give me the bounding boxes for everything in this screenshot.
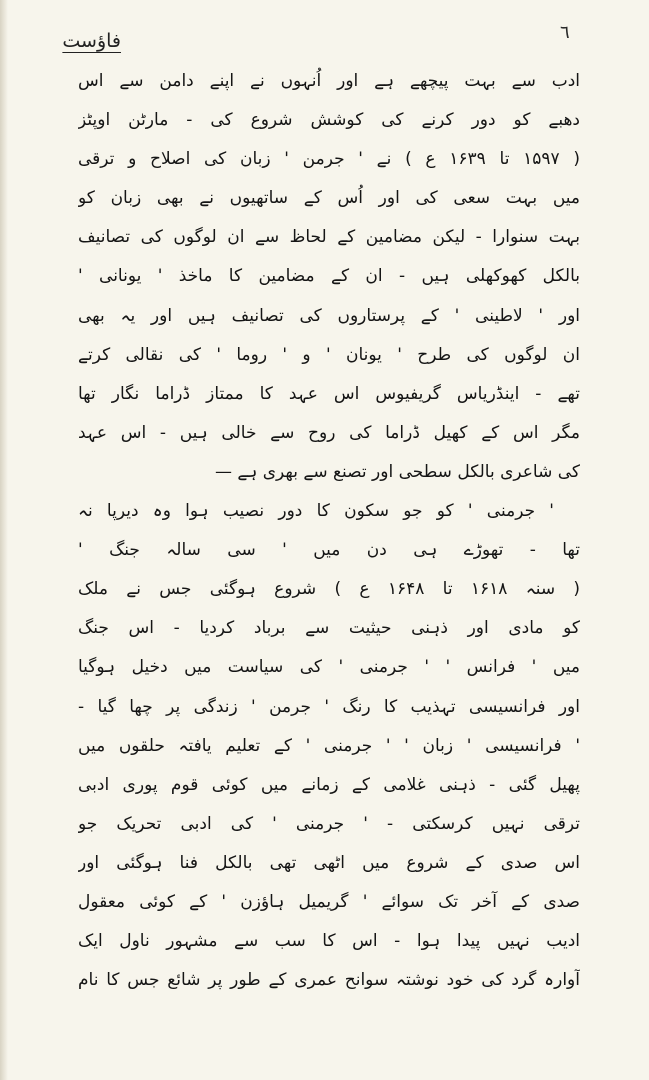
text-line: اور فرانسیسی تہذیب کا رنگ ' جرمن ' زندگی پر چھا گیا - — [78, 696, 580, 717]
text-line: بالکل کھوکھلی ہیں - ان کے مضامین کا ماخذ ' یونانی ' — [78, 266, 580, 287]
text-line: ( ۱۵۹۷ تا ۱۶۳۹ ع ) نے ' جرمن ' زبان کی اصلاح و ترقی — [78, 149, 580, 170]
text-line: صدی کے آخر تک سوائے ' گریمیل ہاؤزن ' کے کوئی معقول — [78, 891, 580, 912]
text-line: میں بہت سعی کی اور اُس کے ساتھیوں نے بھی زبان کو — [78, 188, 580, 209]
page-header — [0, 22, 649, 62]
text-line: مگر اس کے کھیل ڈراما کی روح سے خالی ہیں - اس عہد — [78, 422, 580, 443]
text-line: دھبے کو دور کرنے کی کوشش شروع کی - مارٹن اوپٹز — [78, 110, 580, 131]
text-line: کو مادی اور ذہنی حیثیت سے برباد کردیا - اس جنگ — [78, 618, 580, 639]
text-line: ادب سے بہت پیچھے ہے اور اُنہوں نے اپنے دامن سے اس — [78, 71, 580, 91]
text-line: آوارہ گرد کی خود نوشتہ سوانح عمری کے طور پر شائع جس کا نام — [78, 970, 580, 991]
text-line: اس صدی کے شروع میں اٹھی تھی بالکل فنا ہوگئی اور — [78, 852, 580, 873]
body-text — [78, 62, 580, 1000]
text-line: میں ' فرانس ' ' جرمنی ' کی سیاست میں دخیل ہوگیا — [78, 657, 580, 678]
text-line: بہت سنوارا - لیکن مضامین کے لحاظ سے ان لوگوں کی تصانیف — [78, 227, 580, 248]
text-line: کی شاعری بالکل سطحی اور تصنع سے بھری ہے — — [214, 461, 580, 482]
text-line: اور ' لاطینی ' کے پرستاروں کی تصانیف ہیں اور یہ بھی — [78, 305, 580, 326]
text-line: ' فرانسیسی ' زبان ' ' جرمنی ' کے تعلیم یافتہ حلقوں میں — [78, 735, 580, 756]
text-line: ( سنہ ۱۶۱۸ تا ۱۶۴۸ ع ) شروع ہوگئی جس نے ملک — [78, 579, 580, 600]
page-edge-shadow — [0, 0, 8, 1080]
text-line: ادیب نہیں پیدا ہوا - اس کا سب سے مشہور ناول ایک — [78, 931, 580, 952]
text-line: ترقی نہیں کرسکتی - ' جرمنی ' کی ادبی تحریک جو — [78, 813, 580, 834]
text-line: پھیل گئی - ذہنی غلامی کے زمانے میں کوئی قوم پوری ادبی — [78, 774, 580, 795]
running-title: فاؤست — [62, 30, 121, 52]
text-line: ' جرمنی ' کو جو سکون کا دور نصیب ہوا وہ دیرپا نہ — [78, 501, 554, 522]
text-line: تھے - اینڈریاس گریفیوس اس عہد کا ممتاز ڈراما نگار تھا — [78, 383, 580, 404]
text-line: ان لوگوں کی طرح ' یونان ' و ' روما ' کی نقالی کرتے — [78, 344, 580, 365]
text-line: تھا - تھوڑے ہی دن میں ' سی سالہ جنگ ' — [78, 540, 580, 561]
page-number: ٦ — [560, 22, 570, 43]
